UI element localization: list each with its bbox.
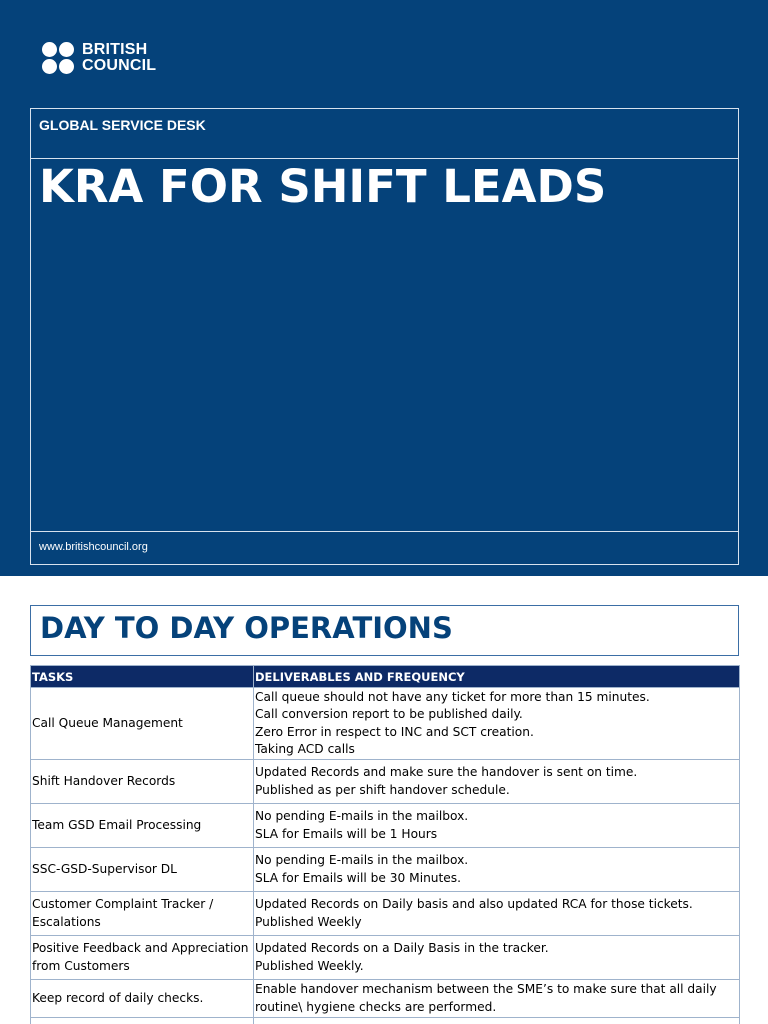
deliverable-line: Updated Records and make sure the handover is sent on time. — [255, 765, 638, 779]
operations-slide — [0, 576, 768, 1024]
column-header-tasks: TASKS — [31, 666, 254, 688]
task-cell: SSC-GSD-Supervisor DL — [31, 848, 254, 892]
deliverables-cell — [254, 848, 740, 892]
logo-line-2: COUNCIL — [82, 57, 157, 74]
operations-table — [30, 665, 740, 1024]
task-line: Positive Feedback and Appreciation — [32, 941, 249, 955]
deliverable-line: Call queue should not have any ticket for more than 15 minutes. — [255, 689, 650, 704]
task-cell — [31, 1018, 254, 1024]
section-title: DAY TO DAY OPERATIONS — [40, 611, 453, 645]
deliverables-cell — [254, 980, 740, 1018]
logo-wordmark — [82, 42, 156, 74]
cover-title: KRA FOR SHIFT LEADS — [39, 160, 607, 213]
deliverables-cell — [254, 936, 740, 980]
task-line: Escalations — [32, 914, 101, 929]
deliverable-line: Published Weekly — [255, 914, 362, 929]
table-row — [31, 892, 740, 936]
task-cell: Call Queue Management — [31, 688, 254, 760]
table-row — [31, 688, 740, 760]
deliverable-line: Zero Error in respect to INC and SCT creation. — [255, 724, 534, 739]
table-row — [31, 936, 740, 980]
deliverables-cell — [254, 892, 740, 936]
task-cell — [31, 892, 254, 936]
deliverable-line: Taking ACD calls — [255, 742, 355, 756]
column-header-deliverables: DELIVERABLES AND FREQUENCY — [254, 666, 740, 688]
deliverables-cell — [254, 1018, 740, 1024]
department-label: GLOBAL SERVICE DESK — [39, 117, 206, 133]
deliverable-line: Call conversion report to be published daily. — [255, 707, 523, 721]
divider — [31, 158, 738, 159]
task-line: Customer Complaint Tracker / — [32, 897, 214, 911]
task-line: from Customers — [32, 958, 130, 973]
deliverable-line: SLA for Emails will be 30 Minutes. — [255, 870, 462, 885]
task-cell: Shift Handover Records — [31, 760, 254, 804]
table-row — [31, 848, 740, 892]
deliverable-line: Enable handover mechanism between the SME’s to make sure that all daily — [255, 982, 717, 996]
british-council-logo — [42, 42, 156, 74]
deliverable-line: SLA for Emails will be 1 Hours — [255, 826, 438, 841]
deliverable-line: routine\ hygiene checks are performed. — [255, 999, 497, 1014]
logo-dots-icon — [42, 42, 74, 74]
table-row — [31, 804, 740, 848]
section-header-box — [30, 605, 739, 656]
task-cell: Keep record of daily checks. — [31, 980, 254, 1018]
table-header-row — [31, 666, 740, 688]
table-row — [31, 760, 740, 804]
deliverable-line: No pending E-mails in the mailbox. — [255, 853, 469, 867]
deliverable-line: Published as per shift handover schedule. — [255, 782, 510, 797]
cover-frame — [30, 108, 739, 565]
task-cell — [31, 936, 254, 980]
deliverables-cell — [254, 760, 740, 804]
deliverable-line: Updated Records on a Daily Basis in the tracker. — [255, 941, 549, 955]
deliverable-line: Updated Records on Daily basis and also updated RCA for those tickets. — [255, 897, 693, 911]
task-cell: Team GSD Email Processing — [31, 804, 254, 848]
website-url: www.britishcouncil.org — [39, 541, 148, 553]
table-row — [31, 1018, 740, 1024]
deliverable-line: Published Weekly. — [255, 958, 364, 973]
table-row — [31, 980, 740, 1018]
deliverables-cell — [254, 804, 740, 848]
logo-line-1: BRITISH — [82, 41, 148, 58]
divider — [31, 531, 738, 532]
deliverable-line: No pending E-mails in the mailbox. — [255, 809, 469, 823]
deliverables-cell — [254, 688, 740, 760]
